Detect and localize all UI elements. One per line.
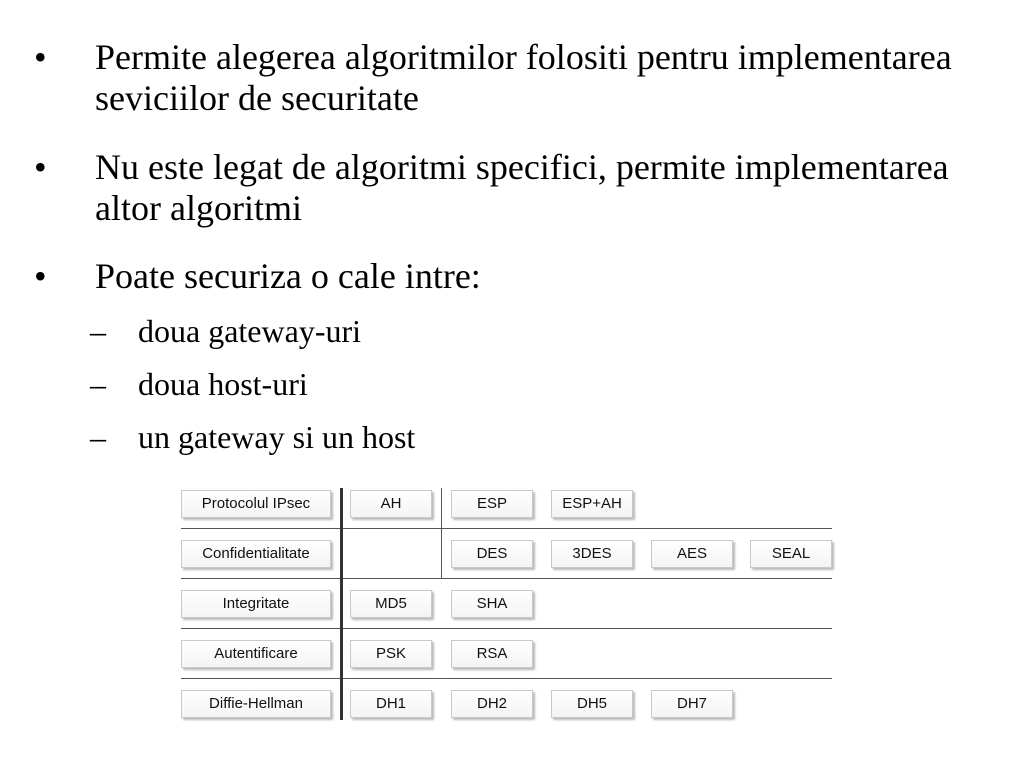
label-divider (340, 488, 343, 720)
row-separator (181, 528, 832, 529)
sub-bullet-text: doua gateway-uri (138, 313, 362, 349)
option-rsa: RSA (451, 640, 533, 668)
bullet-text: Nu este legat de algoritmi specifici, permite implementarea altor algoritmi (95, 147, 949, 228)
option-dh2: DH2 (451, 690, 533, 718)
bullet-text: Permite alegerea algoritmilor folositi pentru implementarea seviciilor de securitate (95, 37, 952, 118)
bullet-text: Poate securiza o cale intre: (95, 256, 481, 296)
row-label-protocol: Protocolul IPsec (181, 490, 331, 518)
option-psk: PSK (350, 640, 432, 668)
option-esp-ah: ESP+AH (551, 490, 633, 518)
row-separator (181, 578, 832, 579)
option-esp: ESP (451, 490, 533, 518)
option-md5: MD5 (350, 590, 432, 618)
row-label-diffie-hellman: Diffie-Hellman (181, 690, 331, 718)
row-label-confidentiality: Confidentialitate (181, 540, 331, 568)
option-dh1: DH1 (350, 690, 432, 718)
option-aes: AES (651, 540, 733, 568)
option-sha: SHA (451, 590, 533, 618)
dash-mark: – (90, 366, 106, 402)
bullet-mark: • (34, 147, 47, 187)
option-ah: AH (350, 490, 432, 518)
option-dh5: DH5 (551, 690, 633, 718)
column-divider (441, 488, 442, 578)
dash-mark: – (90, 313, 106, 349)
row-separator (181, 678, 832, 679)
row-label-integrity: Integritate (181, 590, 331, 618)
option-dh7: DH7 (651, 690, 733, 718)
option-seal: SEAL (750, 540, 832, 568)
bullet-mark: • (34, 256, 47, 296)
row-separator (181, 628, 832, 629)
sub-bullet-text: doua host-uri (138, 366, 308, 402)
option-des: DES (451, 540, 533, 568)
sub-bullet-text: un gateway si un host (138, 419, 416, 455)
option-3des: 3DES (551, 540, 633, 568)
row-label-authentication: Autentificare (181, 640, 331, 668)
dash-mark: – (90, 419, 106, 455)
bullet-mark: • (34, 37, 47, 77)
